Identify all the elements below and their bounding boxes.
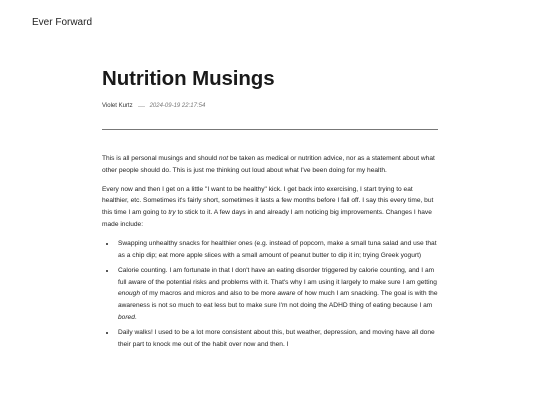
meta-separator xyxy=(138,106,145,107)
post-title: Nutrition Musings xyxy=(102,67,275,90)
list-item: • Swapping unhealthy snacks for healthier ones (e.g. instead of popcorn, make a small tuna salad and use that as a chip dip; eat more apple slices with a small amount of peanut butter to dip it in; trying Greek yogurt) xyxy=(116,238,438,262)
article xyxy=(102,66,438,354)
post-meta xyxy=(102,103,438,109)
paragraph-disclaimer: This is all personal musings and should not be taken as medical or nutrition advice, nor as a statement about what other people should do. This is just me thinking out loud about what I've been doing for my health. xyxy=(102,155,435,174)
divider xyxy=(102,129,438,130)
post-body xyxy=(102,153,438,351)
list-item: • Daily walks! I used to be a lot more consistent about this, but weather, depression, and moving have all done their part to knock me out of the habit over now and then. I xyxy=(116,327,438,351)
site-title[interactable]: Ever Forward xyxy=(32,17,93,28)
post-date: 2024-09-19 22:17:54 xyxy=(149,103,206,109)
paragraph-intro: Every now and then I get on a little "I want to be healthy" kick. I get back into exercising, I start trying to eat healthier, etc. Sometimes it's fairly short, sometimes it lasts a few months before I fall off. I say this every time, but this time I am going to try to stick to it. A few days in and already I am noticing big improvements. Changes I have made include: xyxy=(102,185,434,228)
changes-list xyxy=(102,238,438,351)
post-author[interactable]: Violet Kurtz xyxy=(102,103,133,109)
list-item: • Calorie counting. I am fortunate in that I don't have an eating disorder triggered by calorie counting, and I am full aware of the potential risks and problems with it. That's why I am using it largely to make sure I am getting enough of my macros and micros and also to be more aware of how much I am snacking. The goal is with the awareness is not so much to eat less but to make sure I'm not doing the ADHD thing of eating because I am bored. xyxy=(116,265,438,324)
